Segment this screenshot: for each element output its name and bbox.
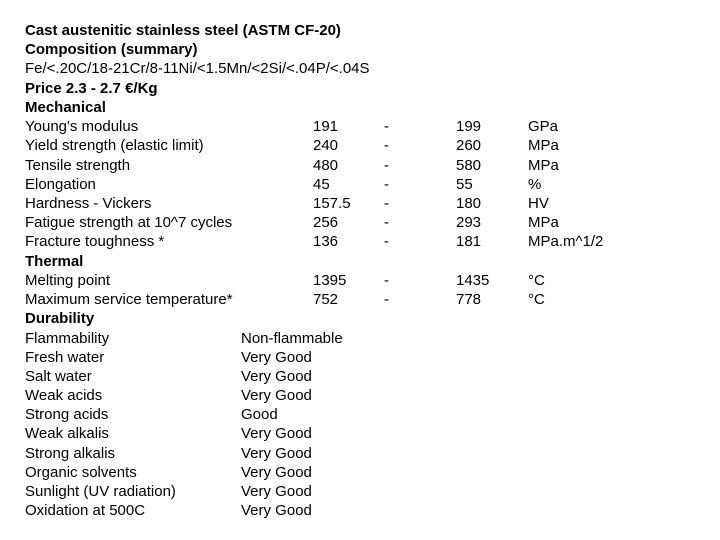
property-max: 260 — [456, 137, 482, 154]
price-line: Price 2.3 - 2.7 €/Kg — [25, 80, 158, 97]
mechanical-heading: Mechanical — [25, 99, 106, 116]
property-max: 181 — [456, 233, 482, 250]
property-max: 778 — [456, 291, 482, 308]
property-name: Young's modulus — [25, 118, 139, 135]
property-unit: GPa — [528, 118, 559, 135]
durability-name: Weak acids — [25, 387, 103, 404]
durability-name: Salt water — [25, 368, 92, 385]
durability-name: Sunlight (UV radiation) — [25, 483, 176, 500]
property-max: 199 — [456, 118, 482, 135]
range-dash: - — [384, 195, 389, 212]
durability-rating: Very Good — [241, 502, 312, 519]
property-min: 45 — [313, 176, 330, 193]
property-max: 180 — [456, 195, 482, 212]
composition-heading: Composition (summary) — [25, 41, 198, 58]
durability-name: Oxidation at 500C — [25, 502, 146, 519]
durability-rating: Very Good — [241, 368, 312, 385]
durability-heading: Durability — [25, 310, 95, 327]
property-min: 191 — [313, 118, 339, 135]
property-min: 136 — [313, 233, 339, 250]
durability-rating: Very Good — [241, 483, 312, 500]
property-min: 157.5 — [313, 195, 351, 212]
composition-formula: Fe/<.20C/18-21Cr/8-11Ni/<1.5Mn/<2Si/<.04P/<.04S — [25, 60, 370, 77]
durability-rating: Very Good — [241, 387, 312, 404]
durability-name: Weak alkalis — [25, 425, 109, 442]
property-name: Fracture toughness * — [25, 233, 165, 250]
property-name: Tensile strength — [25, 157, 131, 174]
property-max: 580 — [456, 157, 482, 174]
property-name: Melting point — [25, 272, 111, 289]
durability-rating: Very Good — [241, 349, 312, 366]
property-max: 1435 — [456, 272, 490, 289]
property-unit: °C — [528, 291, 545, 308]
thermal-heading: Thermal — [25, 253, 84, 270]
property-min: 752 — [313, 291, 339, 308]
range-dash: - — [384, 137, 389, 154]
property-min: 256 — [313, 214, 339, 231]
property-unit: % — [528, 176, 542, 193]
property-unit: MPa.m^1/2 — [528, 233, 604, 250]
document-title: Cast austenitic stainless steel (ASTM CF-20) — [25, 22, 341, 39]
durability-rating: Very Good — [241, 425, 312, 442]
property-name: Yield strength (elastic limit) — [25, 137, 204, 154]
durability-name: Strong acids — [25, 406, 109, 423]
range-dash: - — [384, 272, 389, 289]
property-max: 293 — [456, 214, 482, 231]
range-dash: - — [384, 233, 389, 250]
property-max: 55 — [456, 176, 473, 193]
property-name: Maximum service temperature* — [25, 291, 233, 308]
durability-name: Fresh water — [25, 349, 105, 366]
property-min: 480 — [313, 157, 339, 174]
property-unit: MPa — [528, 137, 559, 154]
property-name: Fatigue strength at 10^7 cycles — [25, 214, 233, 231]
durability-name: Flammability — [25, 330, 110, 347]
property-unit: MPa — [528, 214, 559, 231]
range-dash: - — [384, 291, 389, 308]
property-min: 1395 — [313, 272, 347, 289]
durability-rating: Non-flammable — [241, 330, 343, 347]
property-min: 240 — [313, 137, 339, 154]
durability-rating: Good — [241, 406, 278, 423]
range-dash: - — [384, 214, 389, 231]
range-dash: - — [384, 157, 389, 174]
durability-rating: Very Good — [241, 445, 312, 462]
property-unit: HV — [528, 195, 549, 212]
property-unit: MPa — [528, 157, 559, 174]
durability-rating: Very Good — [241, 464, 312, 481]
property-name: Hardness - Vickers — [25, 195, 152, 212]
range-dash: - — [384, 176, 389, 193]
durability-name: Strong alkalis — [25, 445, 116, 462]
property-name: Elongation — [25, 176, 96, 193]
range-dash: - — [384, 118, 389, 135]
durability-name: Organic solvents — [25, 464, 137, 481]
property-unit: °C — [528, 272, 545, 289]
